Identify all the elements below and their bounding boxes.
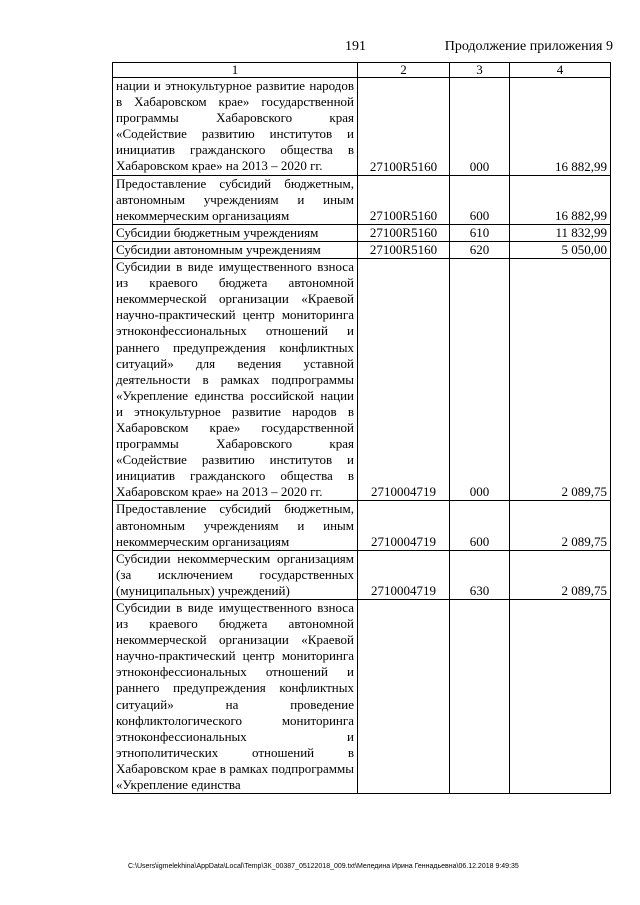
row-code (358, 600, 450, 794)
row-expense-type: 600 (450, 501, 510, 550)
table-row (113, 600, 611, 794)
table-row (113, 501, 611, 550)
row-description: Субсидии бюджетным учреждениям (113, 224, 358, 241)
row-description: нации и этнокультурное развитие народов в Хабаровском крае» государственной программы Хабаровского края «Содействие развитию институтов и инициатив гражданского общества в Хабаровском крае» на 2013 – 2020 гг. (113, 78, 358, 176)
column-header: 3 (450, 63, 510, 78)
row-description: Субсидии некоммерческим организациям (за исключением государственных (муниципальных) учреждений) (113, 550, 358, 599)
continuation-caption: Продолжение приложения 9 (444, 39, 613, 54)
table-row (113, 259, 611, 501)
row-code: 27100R5160 (358, 78, 450, 176)
row-amount: 11 832,99 (510, 224, 611, 241)
row-expense-type: 620 (450, 241, 510, 258)
row-code: 27100R5160 (358, 175, 450, 224)
table-header-row (113, 63, 611, 78)
row-code: 2710004719 (358, 259, 450, 501)
row-amount: 5 050,00 (510, 241, 611, 258)
row-code: 27100R5160 (358, 224, 450, 241)
row-expense-type (450, 600, 510, 794)
row-expense-type: 630 (450, 550, 510, 599)
column-header: 4 (510, 63, 611, 78)
row-amount: 2 089,75 (510, 501, 611, 550)
row-expense-type: 000 (450, 78, 510, 176)
row-amount: 2 089,75 (510, 259, 611, 501)
row-expense-type: 000 (450, 259, 510, 501)
column-header: 2 (358, 63, 450, 78)
row-amount (510, 600, 611, 794)
table-row (113, 224, 611, 241)
column-header: 1 (113, 63, 358, 78)
budget-table (112, 62, 611, 794)
row-expense-type: 610 (450, 224, 510, 241)
table-row (113, 550, 611, 599)
row-code: 2710004719 (358, 550, 450, 599)
row-description: Субсидии в виде имущественного взноса из краевого бюджета автономной некоммерческой организации «Краевой научно-практический центр мониторинга этноконфессиональных отношений и раннего предупреждения конфликтных ситуаций» на проведение конфликтологического мониторинга этноконфессиональных и этнополитических отношений в Хабаровском крае в рамках подпрограммы «Укрепление единства (113, 600, 358, 794)
row-expense-type: 600 (450, 175, 510, 224)
file-path-footer: C:\Users\igmelekhina\AppData\Local\Temp\ЗК_00387_05122018_009.txt\Меледина Ирина Геннадьевна\06.12.2018 9:49:35 (128, 863, 519, 870)
row-amount: 2 089,75 (510, 550, 611, 599)
row-amount: 16 882,99 (510, 78, 611, 176)
row-code: 27100R5160 (358, 241, 450, 258)
table-row (113, 241, 611, 258)
row-description: Предоставление субсидий бюджетным, автономным учреждениям и иным некоммерческим организациям (113, 175, 358, 224)
row-description: Предоставление субсидий бюджетным, автономным учреждениям и иным некоммерческим организациям (113, 501, 358, 550)
row-amount: 16 882,99 (510, 175, 611, 224)
row-code: 2710004719 (358, 501, 450, 550)
row-description: Субсидии в виде имущественного взноса из краевого бюджета автономной некоммерческой организации «Краевой научно-практический центр мониторинга этноконфессиональных отношений и раннего предупреждения конфликтных ситуаций» для ведения уставной деятельности в рамках подпрограммы «Укрепление единства российской нации и этнокультурное развитие народов в Хабаровском крае» государственной программы Хабаровского края «Содействие развитию институтов и инициатив гражданского общества в Хабаровском крае» на 2013 – 2020 гг. (113, 259, 358, 501)
row-description: Субсидии автономным учреждениям (113, 241, 358, 258)
table-row (113, 175, 611, 224)
page-number: 191 (345, 39, 366, 54)
table-row (113, 78, 611, 176)
